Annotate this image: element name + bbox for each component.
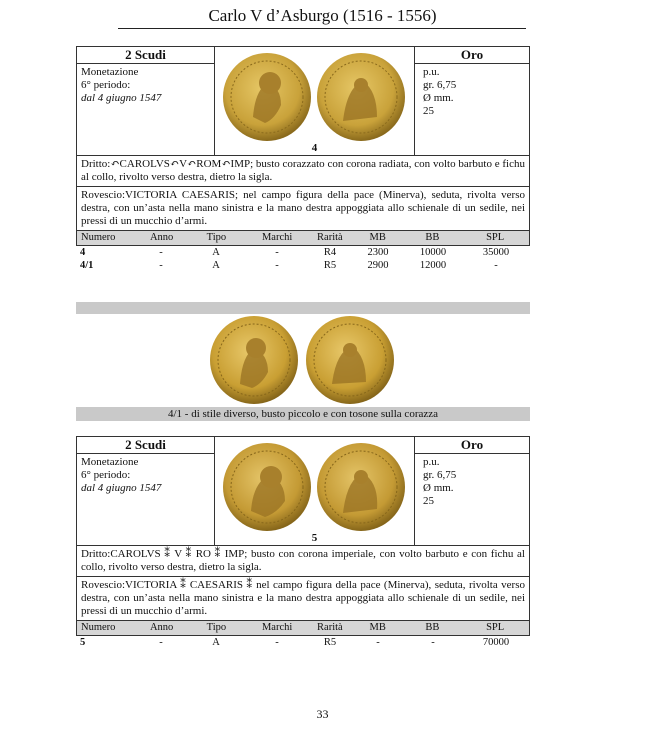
entry-2-info-line: Monetazione: [81, 456, 139, 468]
col-anno: Anno: [149, 622, 174, 633]
col-mb: MB: [369, 622, 386, 633]
entry-2-info-line: dal 4 giugno 1547: [81, 482, 162, 494]
entry-2-spec: gr. 6,75: [423, 469, 457, 481]
col-spl: SPL: [486, 232, 505, 243]
entry-1-info-line: dal 4 giugno 1547: [81, 92, 162, 104]
col-marchi: Marchi: [261, 232, 293, 243]
table-row: 4/1 - A - R5 2900 12000 -: [80, 260, 498, 271]
entry-1-denomination: 2 Scudi: [77, 47, 214, 64]
variant-caption: 4/1 - di stile diverso, busto piccolo e con tosone sulla corazza: [76, 407, 530, 421]
coin-entry-1: [76, 46, 530, 272]
entry-2-info-line: 6° periodo:: [81, 469, 131, 481]
page-number: 33: [316, 707, 329, 721]
table-row: 4 - A - R4 2300 10000 35000: [80, 247, 510, 258]
entry-1-info-line: Monetazione: [81, 66, 139, 78]
col-tipo: Tipo: [206, 622, 227, 633]
entry-2-spec: Ø mm.: [423, 482, 454, 494]
entry-2-spec: p.u.: [423, 456, 440, 468]
entry-2-reverse-description: Rovescio:VICTORIA ⁑ CAESARIS ⁑ nel campo figura della pace (Minerva), seduta, rivolta verso destra, con un’asta nella mano sinistra e la mano destra appoggiata allo schienale di un sedile, nei pressi di un mucchio d’armi.: [81, 579, 525, 617]
variant-coins: [200, 314, 405, 406]
entry-1-right: [414, 47, 529, 155]
col-marchi: Marchi: [261, 622, 293, 633]
entry-1-spec: 25: [423, 105, 434, 117]
entry-2-coins: [215, 437, 416, 545]
entry-1-spec: p.u.: [423, 66, 440, 78]
col-tipo: Tipo: [206, 232, 227, 243]
entry-1-spec: Ø mm.: [423, 92, 454, 104]
entry-2-metal: Oro: [415, 437, 529, 454]
coin-entry-2: [76, 436, 530, 649]
entry-1-coins: [215, 47, 416, 155]
entry-1-reverse-description: Rovescio:VICTORIA CAESARIS; nel campo figura della pace (Minerva), seduta, rivolta verso destra, con un’asta nella mano sinistra e la mano destra appoggiata allo schienale di un sedile, nei pressi di un mucchio d’armi.: [81, 189, 525, 227]
col-rarita: Rarità: [317, 622, 343, 633]
entry-2-denomination: 2 Scudi: [77, 437, 214, 454]
col-numero: Numero: [81, 622, 116, 633]
table-row: 5 - A - R5 - - 70000: [80, 637, 510, 648]
entry-1-metal: Oro: [415, 47, 529, 64]
table-header: [76, 231, 530, 246]
table-header: [76, 621, 530, 636]
entry-2-coin-number: 5: [311, 532, 318, 544]
entry-1-info-line: 6° periodo:: [81, 79, 131, 91]
col-numero: Numero: [81, 232, 116, 243]
entry-2-left: [77, 437, 215, 545]
col-spl: SPL: [486, 622, 505, 633]
entry-1-left: [77, 47, 215, 155]
entry-1-coin-images: [215, 47, 414, 155]
header-rule: [118, 28, 526, 29]
entry-1-obverse-description: Dritto:↶CAROLVS↶V↶ROM↶IMP; busto corazzato con corona radiata, con volto barbuto e fichu al collo, rivolto verso destra, dietro la sigla.: [77, 156, 529, 187]
col-anno: Anno: [149, 232, 174, 243]
col-mb: MB: [369, 232, 386, 243]
entry-2-coin-images: [215, 437, 414, 545]
variant-top-band: [76, 302, 530, 314]
col-rarita: Rarità: [317, 232, 343, 243]
entry-2-obverse-description: Dritto:CAROLVS ⁑ V ⁑ RO ⁑ IMP; busto con corona imperiale, con volto barbuto e con fichu al collo, rivolto verso destra, dietro la sigla.: [77, 546, 529, 577]
col-bb: BB: [425, 622, 440, 633]
entry-1-valuation-table: [76, 231, 530, 272]
entry-2-spec: 25: [423, 495, 434, 507]
entry-2-valuation-table: [76, 621, 530, 649]
page-title: Carlo V d’Asburgo (1516 - 1556): [208, 6, 437, 25]
entry-1-coin-number: 4: [311, 142, 318, 154]
entry-2-right: [414, 437, 529, 545]
col-bb: BB: [425, 232, 440, 243]
entry-1-spec: gr. 6,75: [423, 79, 457, 91]
